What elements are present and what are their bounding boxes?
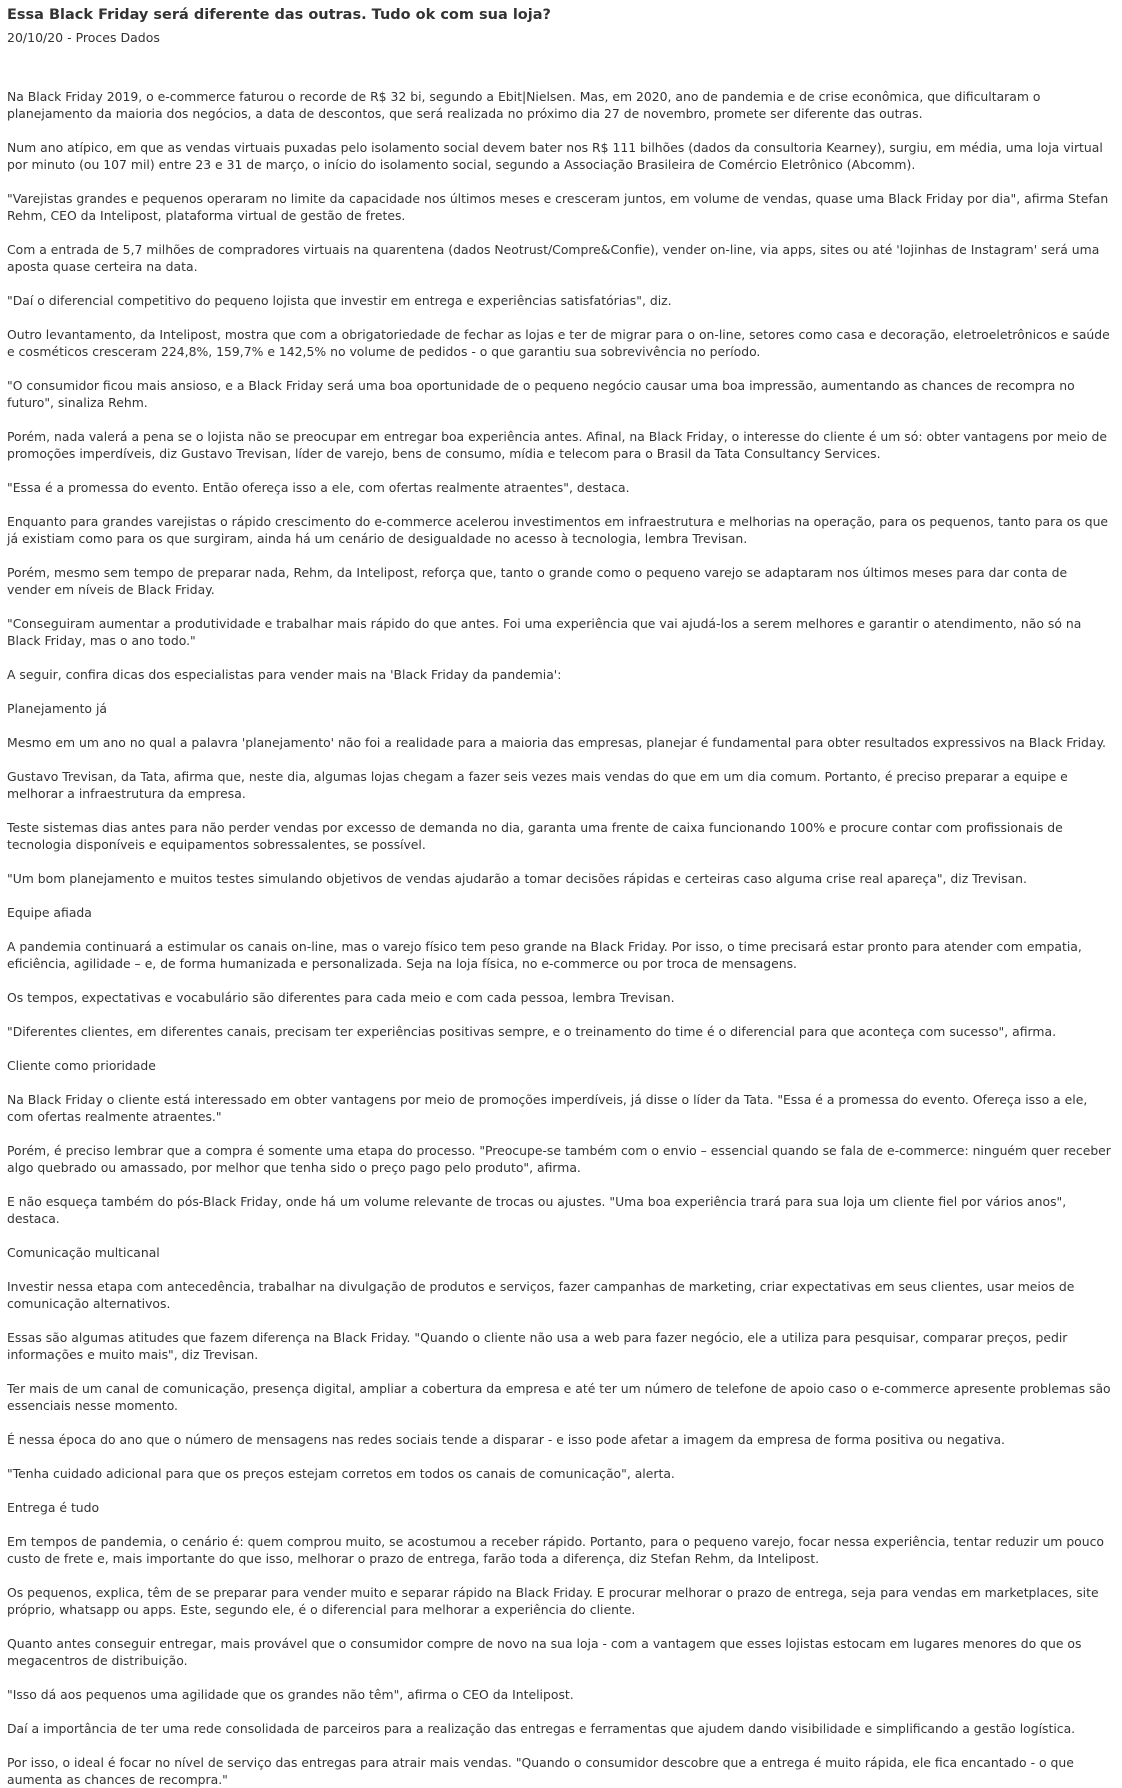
article-paragraph: "Varejistas grandes e pequenos operaram no limite da capacidade nos últimos meses e cresceram juntos, em volume de vendas, quase uma Black Friday por dia", afirma Stefan Rehm, CEO da Intelipost, plataforma virtual de gestão de fretes. — [7, 191, 1109, 223]
article-paragraph: Cliente como prioridade — [7, 1058, 156, 1073]
article-paragraph: Por isso, o ideal é focar no nível de serviço das entregas para atrair mais vendas. "Quando o consumidor descobre que a entrega é muito rápida, ele fica encantado - o que aumenta as chances de recompra." — [7, 1755, 1074, 1787]
article-paragraph: Na Black Friday o cliente está interessado em obter vantagens por meio de promoções imperdíveis, já disse o líder da Tata. "Essa é a promessa do evento. Ofereça isso a ele, com ofertas realmente atraentes." — [7, 1092, 1088, 1124]
article-paragraph: Com a entrada de 5,7 milhões de compradores virtuais na quarentena (dados Neotrust/Compre&Confie), vender on-line, via apps, sites ou até 'lojinhas de Instagram' será uma aposta quase certeira na data. — [7, 242, 1100, 274]
article-paragraph: Mesmo em um ano no qual a palavra 'planejamento' não foi a realidade para a maioria das empresas, planejar é fundamental para obter resultados expressivos na Black Friday. — [7, 735, 1106, 750]
article-paragraph: Daí a importância de ter uma rede consolidada de parceiros para a realização das entregas e ferramentas que ajudem dando visibilidade e simplificando a gestão logística. — [7, 1721, 1076, 1736]
article-title: Essa Black Friday será diferente das outras. Tudo ok com sua loja? — [7, 7, 551, 23]
article-paragraph: É nessa época do ano que o número de mensagens nas redes sociais tende a disparar - e isso pode afetar a imagem da empresa de forma positiva ou negativa. — [7, 1432, 1005, 1447]
article-paragraph: "Diferentes clientes, em diferentes canais, precisam ter experiências positivas sempre, e o treinamento do time é o diferencial para que aconteça com sucesso", afirma. — [7, 1024, 1057, 1039]
article-paragraph: Teste sistemas dias antes para não perder vendas por excesso de demanda no dia, garanta uma frente de caixa funcionando 100% e procure contar com profissionais de tecnologia disponíveis e equipamentos sobressalentes, se possível. — [7, 820, 1063, 852]
article-paragraph: Outro levantamento, da Intelipost, mostra que com a obrigatoriedade de fechar as lojas e ter de migrar para o on-line, setores como casa e decoração, eletroeletrônicos e saúde e cosméticos cresceram 224,8%, 159,7% e 142,5% no volume de pedidos - o que garantiu sua sobrevivência no período. — [7, 327, 1110, 359]
article-paragraph: Entrega é tudo — [7, 1500, 100, 1515]
article-paragraph: Comunicação multicanal — [7, 1245, 160, 1260]
article-paragraph: Porém, mesmo sem tempo de preparar nada, Rehm, da Intelipost, reforça que, tanto o grande como o pequeno varejo se adaptaram nos últimos meses para dar conta de vender em níveis de Black Friday. — [7, 565, 1068, 597]
article-paragraph: Equipe afiada — [7, 905, 92, 920]
article-paragraph: E não esqueça também do pós-Black Friday, onde há um volume relevante de trocas ou ajustes. "Uma boa experiência trará para sua loja um cliente fiel por vários anos", destaca. — [7, 1194, 1067, 1226]
article-paragraph: "O consumidor ficou mais ansioso, e a Black Friday será uma boa oportunidade de o pequeno negócio causar uma boa impressão, aumentando as chances de recompra no futuro", sinaliza Rehm. — [7, 378, 1075, 410]
article-body — [7, 88, 1114, 1788]
article-paragraph: Porém, nada valerá a pena se o lojista não se preocupar em entregar boa experiência antes. Afinal, na Black Friday, o interesse do cliente é um só: obter vantagens por meio de promoções imperdíveis, diz Gustavo Trevisan, líder de varejo, bens de consumo, mídia e telecom para o Brasil da Tata Consultancy Services. — [7, 429, 1107, 461]
article-paragraph: Os tempos, expectativas e vocabulário são diferentes para cada meio e com cada pessoa, lembra Trevisan. — [7, 990, 675, 1005]
article-paragraph: "Um bom planejamento e muitos testes simulando objetivos de vendas ajudarão a tomar decisões rápidas e certeiras caso alguma crise real apareça", diz Trevisan. — [7, 871, 1027, 886]
article-paragraph: Planejamento já — [7, 701, 107, 716]
article-paragraph: A seguir, confira dicas dos especialistas para vender mais na 'Black Friday da pandemia': — [7, 667, 562, 682]
article-paragraph: Porém, é preciso lembrar que a compra é somente uma etapa do processo. "Preocupe-se também com o envio – essencial quando se fala de e-commerce: ninguém quer receber algo quebrado ou amassado, por melhor que tenha sido o preço pago pelo produto", afirma. — [7, 1143, 1111, 1175]
article-paragraph: "Essa é a promessa do evento. Então ofereça isso a ele, com ofertas realmente atraentes", destaca. — [7, 480, 630, 495]
article-paragraph: Gustavo Trevisan, da Tata, afirma que, neste dia, algumas lojas chegam a fazer seis vezes mais vendas do que em um dia comum. Portanto, é preciso preparar a equipe e melhorar a infraestrutura da empresa. — [7, 769, 1068, 801]
article-paragraph: Essas são algumas atitudes que fazem diferença na Black Friday. "Quando o cliente não usa a web para fazer negócio, ele a utiliza para pesquisar, comparar preços, pedir informações e muito mais", diz Trevisan. — [7, 1330, 1068, 1362]
article-paragraph: Quanto antes conseguir entregar, mais provável que o consumidor compre de novo na sua loja - com a vantagem que esses lojistas estocam em lugares menores do que os megacentros de distribuição. — [7, 1636, 1082, 1668]
article-paragraph: Ter mais de um canal de comunicação, presença digital, ampliar a cobertura da empresa e até ter um número de telefone de apoio caso o e-commerce apresente problemas são essenciais nesse momento. — [7, 1381, 1111, 1413]
article-paragraph: Os pequenos, explica, têm de se preparar para vender muito e separar rápido na Black Friday. E procurar melhorar o prazo de entrega, seja para vendas em marketplaces, site próprio, whatsapp ou apps. Este, segundo ele, é o diferencial para melhorar a experiência do cliente. — [7, 1585, 1099, 1617]
article-paragraph: "Daí o diferencial competitivo do pequeno lojista que investir em entrega e experiências satisfatórias", diz. — [7, 293, 672, 308]
article-paragraph: Em tempos de pandemia, o cenário é: quem comprou muito, se acostumou a receber rápido. Portanto, para o pequeno varejo, focar nessa experiência, tentar reduzir um pouco custo de frete e, mais importante do que isso, melhorar o prazo de entrega, farão toda a diferença, diz Stefan Rehm, da Intelipost. — [7, 1534, 1105, 1566]
article-paragraph: Enquanto para grandes varejistas o rápido crescimento do e-commerce acelerou investimentos em infraestrutura e melhorias na operação, para os pequenos, tanto para os que já existiam como para os que surgiram, ainda há um cenário de desigualdade no acesso à tecnologia, lembra Trevisan. — [7, 514, 1109, 546]
article-paragraph: A pandemia continuará a estimular os canais on-line, mas o varejo físico tem peso grande na Black Friday. Por isso, o time precisará estar pronto para atender com empatia, eficiência, agilidade – e, de forma humanizada e personalizada. Seja na loja física, no e-commerce ou por troca de mensagens. — [7, 939, 1082, 971]
article-paragraph: Na Black Friday 2019, o e-commerce faturou o recorde de R$ 32 bi, segundo a Ebit|Nielsen. Mas, em 2020, ano de pandemia e de crise econômica, que dificultaram o planejamento da maioria dos negócios, a data de descontos, que será realizada no próximo dia 27 de novembro, promete ser diferente das outras. — [7, 89, 1041, 121]
article-paragraph: "Isso dá aos pequenos uma agilidade que os grandes não têm", afirma o CEO da Intelipost. — [7, 1687, 574, 1702]
article-meta: 20/10/20 - Proces Dados — [7, 30, 160, 45]
article-paragraph: "Tenha cuidado adicional para que os preços estejam corretos em todos os canais de comunicação", alerta. — [7, 1466, 675, 1481]
article-paragraph: Investir nessa etapa com antecedência, trabalhar na divulgação de produtos e serviços, fazer campanhas de marketing, criar expectativas em seus clientes, usar meios de comunicação alternativos. — [7, 1279, 1075, 1311]
article-paragraph: Num ano atípico, em que as vendas virtuais puxadas pelo isolamento social devem bater nos R$ 111 bilhões (dados da consultoria Kearney), surgiu, em média, uma loja virtual por minuto (ou 107 mil) entre 23 e 31 de março, o início do isolamento social, segundo a Associação Brasileira de Comércio Eletrônico (Abcomm). — [7, 140, 1103, 172]
article-paragraph: "Conseguiram aumentar a produtividade e trabalhar mais rápido do que antes. Foi uma experiência que vai ajudá-los a serem melhores e garantir o atendimento, não só na Black Friday, mas o ano todo." — [7, 616, 1082, 648]
